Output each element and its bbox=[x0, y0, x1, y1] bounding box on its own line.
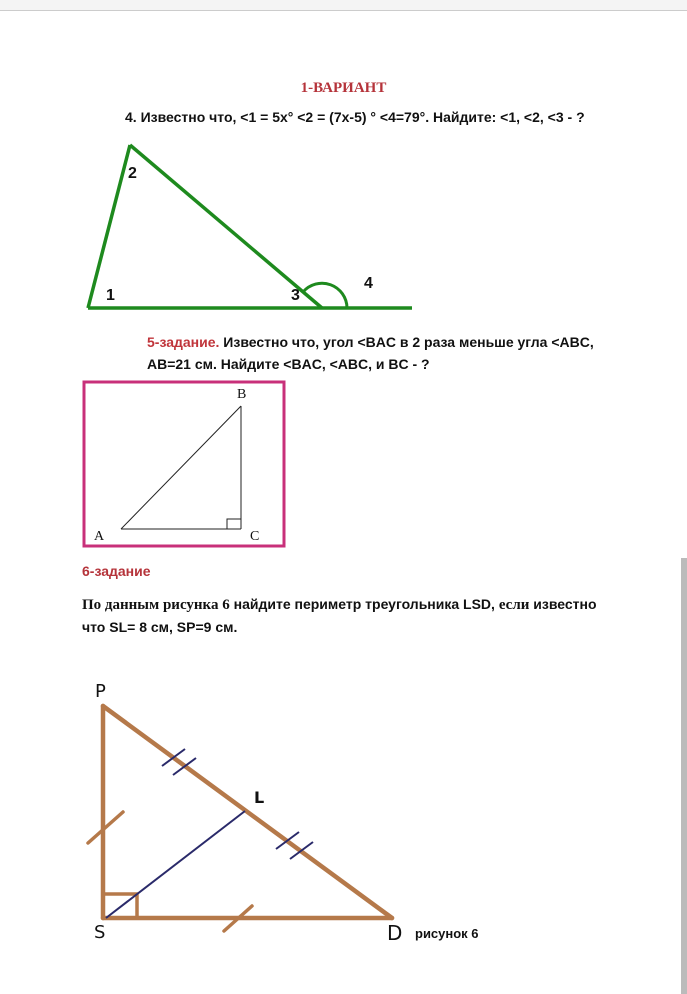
vertex-d-label: D bbox=[387, 921, 403, 945]
vertex-s-label: S bbox=[94, 922, 106, 943]
task6-line1-d: известно bbox=[529, 596, 597, 612]
angle-1-label: 1 bbox=[106, 287, 115, 304]
angle-2-label: 2 bbox=[128, 165, 137, 182]
task6-heading: 6-задание bbox=[82, 563, 151, 579]
task5-heading: 5-задание. bbox=[147, 334, 220, 350]
task5-line2: AB=21 см. Найдите <BAC, <ABC, и BC - ? bbox=[147, 356, 430, 372]
task5-text bbox=[147, 331, 594, 375]
task6-line1-b: найдите периметр треугольника LSD, bbox=[229, 596, 499, 612]
task5-triangle bbox=[121, 406, 241, 529]
task4-text: 4. Известно что, <1 = 5x° <2 = (7x-5) ° <4=79°. Найдите: <1, <2, <3 - ? bbox=[125, 109, 585, 125]
vertex-c-label: C bbox=[250, 529, 260, 544]
angle-3-label: 3 bbox=[291, 287, 300, 304]
vertex-l-label: L bbox=[254, 788, 265, 807]
angle-4-label: 4 bbox=[364, 275, 373, 292]
vertex-a-label: A bbox=[94, 529, 105, 544]
median-sl bbox=[106, 811, 245, 918]
figure-caption: рисунок 6 bbox=[415, 926, 479, 941]
vertex-b-label: B bbox=[237, 387, 247, 402]
task6-line1-c: если bbox=[498, 597, 530, 613]
task5-line1: Известно что, угол <BAC в 2 раза меньше угла <ABC, bbox=[219, 334, 594, 350]
variant-title: 1-ВАРИАНТ bbox=[300, 80, 387, 96]
task6-line1-a: По данным рисунка 6 bbox=[82, 597, 230, 613]
vertex-p-label: P bbox=[95, 681, 106, 702]
task6-text bbox=[82, 593, 597, 638]
task6-line2: что SL= 8 см, SP=9 см. bbox=[82, 619, 238, 635]
